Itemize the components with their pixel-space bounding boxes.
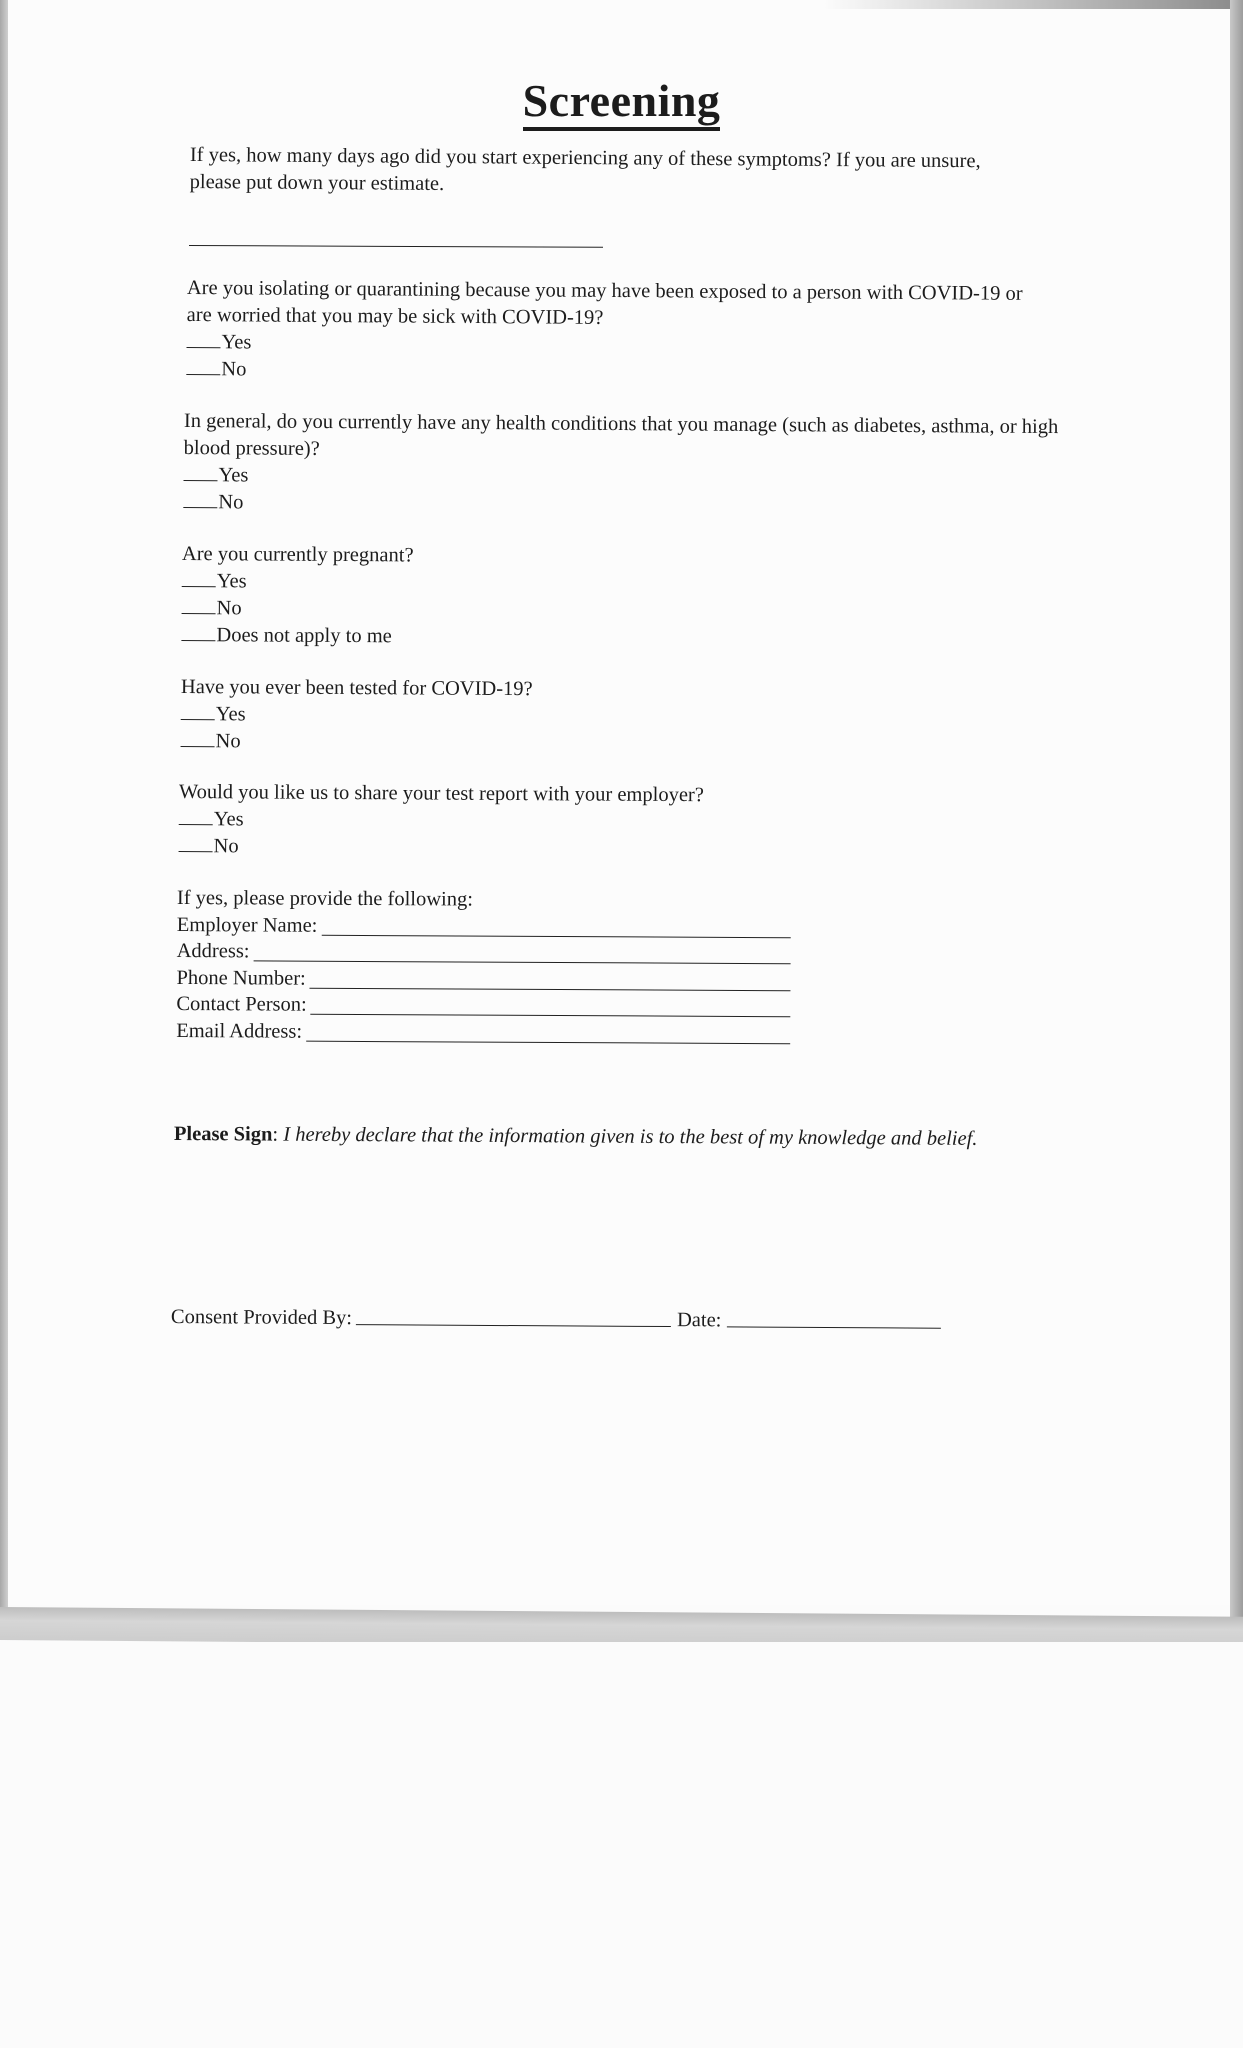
address-input-line[interactable]	[253, 960, 790, 964]
contact-person-field[interactable]: Contact Person:	[176, 991, 790, 1021]
question-health-conditions	[183, 408, 1064, 522]
scan-left-edge	[0, 0, 8, 1610]
option-no[interactable]: No	[181, 728, 881, 759]
question-isolating	[186, 275, 1047, 389]
question-pregnant	[181, 541, 882, 653]
question-tested	[181, 674, 881, 759]
date-label: Date:	[676, 1309, 722, 1332]
question-share-report	[179, 779, 979, 865]
answer-blank[interactable]	[186, 356, 220, 375]
signature-row	[171, 1306, 941, 1334]
question-text: Would you like us to share your test report with your employer?	[178, 780, 704, 807]
date-input-line[interactable]	[726, 1326, 940, 1328]
option-yes[interactable]: Yes	[179, 806, 979, 838]
declaration: Please Sign: I hereby declare that the information given is to the best of my knowledge and belief.	[173, 1123, 978, 1150]
email-address-input-line[interactable]	[306, 1040, 790, 1044]
answer-blank[interactable]	[179, 806, 213, 825]
answer-blank[interactable]	[181, 728, 215, 747]
contact-person-input-line[interactable]	[311, 1014, 791, 1018]
page-title: Screening	[0, 74, 1243, 127]
question-text: Have you ever been tested for COVID-19?	[180, 675, 533, 701]
answer-blank[interactable]	[182, 595, 216, 614]
option-yes[interactable]: Yes	[182, 568, 882, 599]
consent-signature-line[interactable]	[356, 1324, 671, 1327]
phone-number-input-line[interactable]	[310, 987, 791, 991]
scan-right-edge	[1230, 0, 1243, 1625]
email-address-field[interactable]: Email Address:	[176, 1018, 790, 1048]
option-no[interactable]: No	[179, 833, 979, 865]
option-no[interactable]: No	[182, 595, 882, 626]
answer-blank[interactable]	[182, 568, 216, 587]
option-does-not-apply[interactable]: Does not apply to me	[181, 622, 881, 653]
answer-blank[interactable]	[183, 462, 217, 481]
employer-section	[176, 885, 791, 1048]
answer-blank[interactable]	[181, 701, 215, 720]
employer-name-field[interactable]: Employer Name:	[177, 912, 791, 942]
answer-blank[interactable]	[179, 833, 213, 852]
question-text: Are you isolating or quarantining because you may have been exposed to a person with COVID-19 or are worried that you may be sick with COVID-19?	[186, 276, 1023, 329]
scan-top-shadow	[823, 0, 1243, 9]
address-field[interactable]: Address:	[177, 938, 791, 968]
question-text: Are you currently pregnant?	[181, 542, 414, 567]
symptom-onset-question: If yes, how many days ago did you start experiencing any of these symptoms? If you are unsure, please put down your estimate.	[189, 143, 981, 195]
option-yes[interactable]: Yes	[186, 329, 1046, 362]
option-yes[interactable]: Yes	[183, 462, 1063, 495]
employer-section-heading: If yes, please provide the following:	[176, 887, 474, 911]
answer-blank[interactable]	[186, 329, 220, 348]
answer-blank[interactable]	[181, 622, 215, 641]
option-no[interactable]: No	[183, 489, 1063, 522]
answer-blank[interactable]	[183, 489, 217, 508]
declaration-text: I hereby declare that the information given is to the best of my knowledge and belief.	[278, 1123, 978, 1150]
option-yes[interactable]: Yes	[181, 701, 881, 732]
blank-area-below-page	[0, 1642, 1243, 2048]
phone-number-field[interactable]: Phone Number:	[176, 965, 790, 995]
option-no[interactable]: No	[186, 356, 1046, 389]
employer-name-input-line[interactable]	[321, 934, 790, 937]
question-text: In general, do you currently have any health conditions that you manage (such as diabetes, asthma, or high blood pressure)?	[183, 409, 1059, 460]
please-sign-label: Please Sign	[173, 1123, 273, 1146]
consent-label: Consent Provided By:	[170, 1306, 353, 1330]
